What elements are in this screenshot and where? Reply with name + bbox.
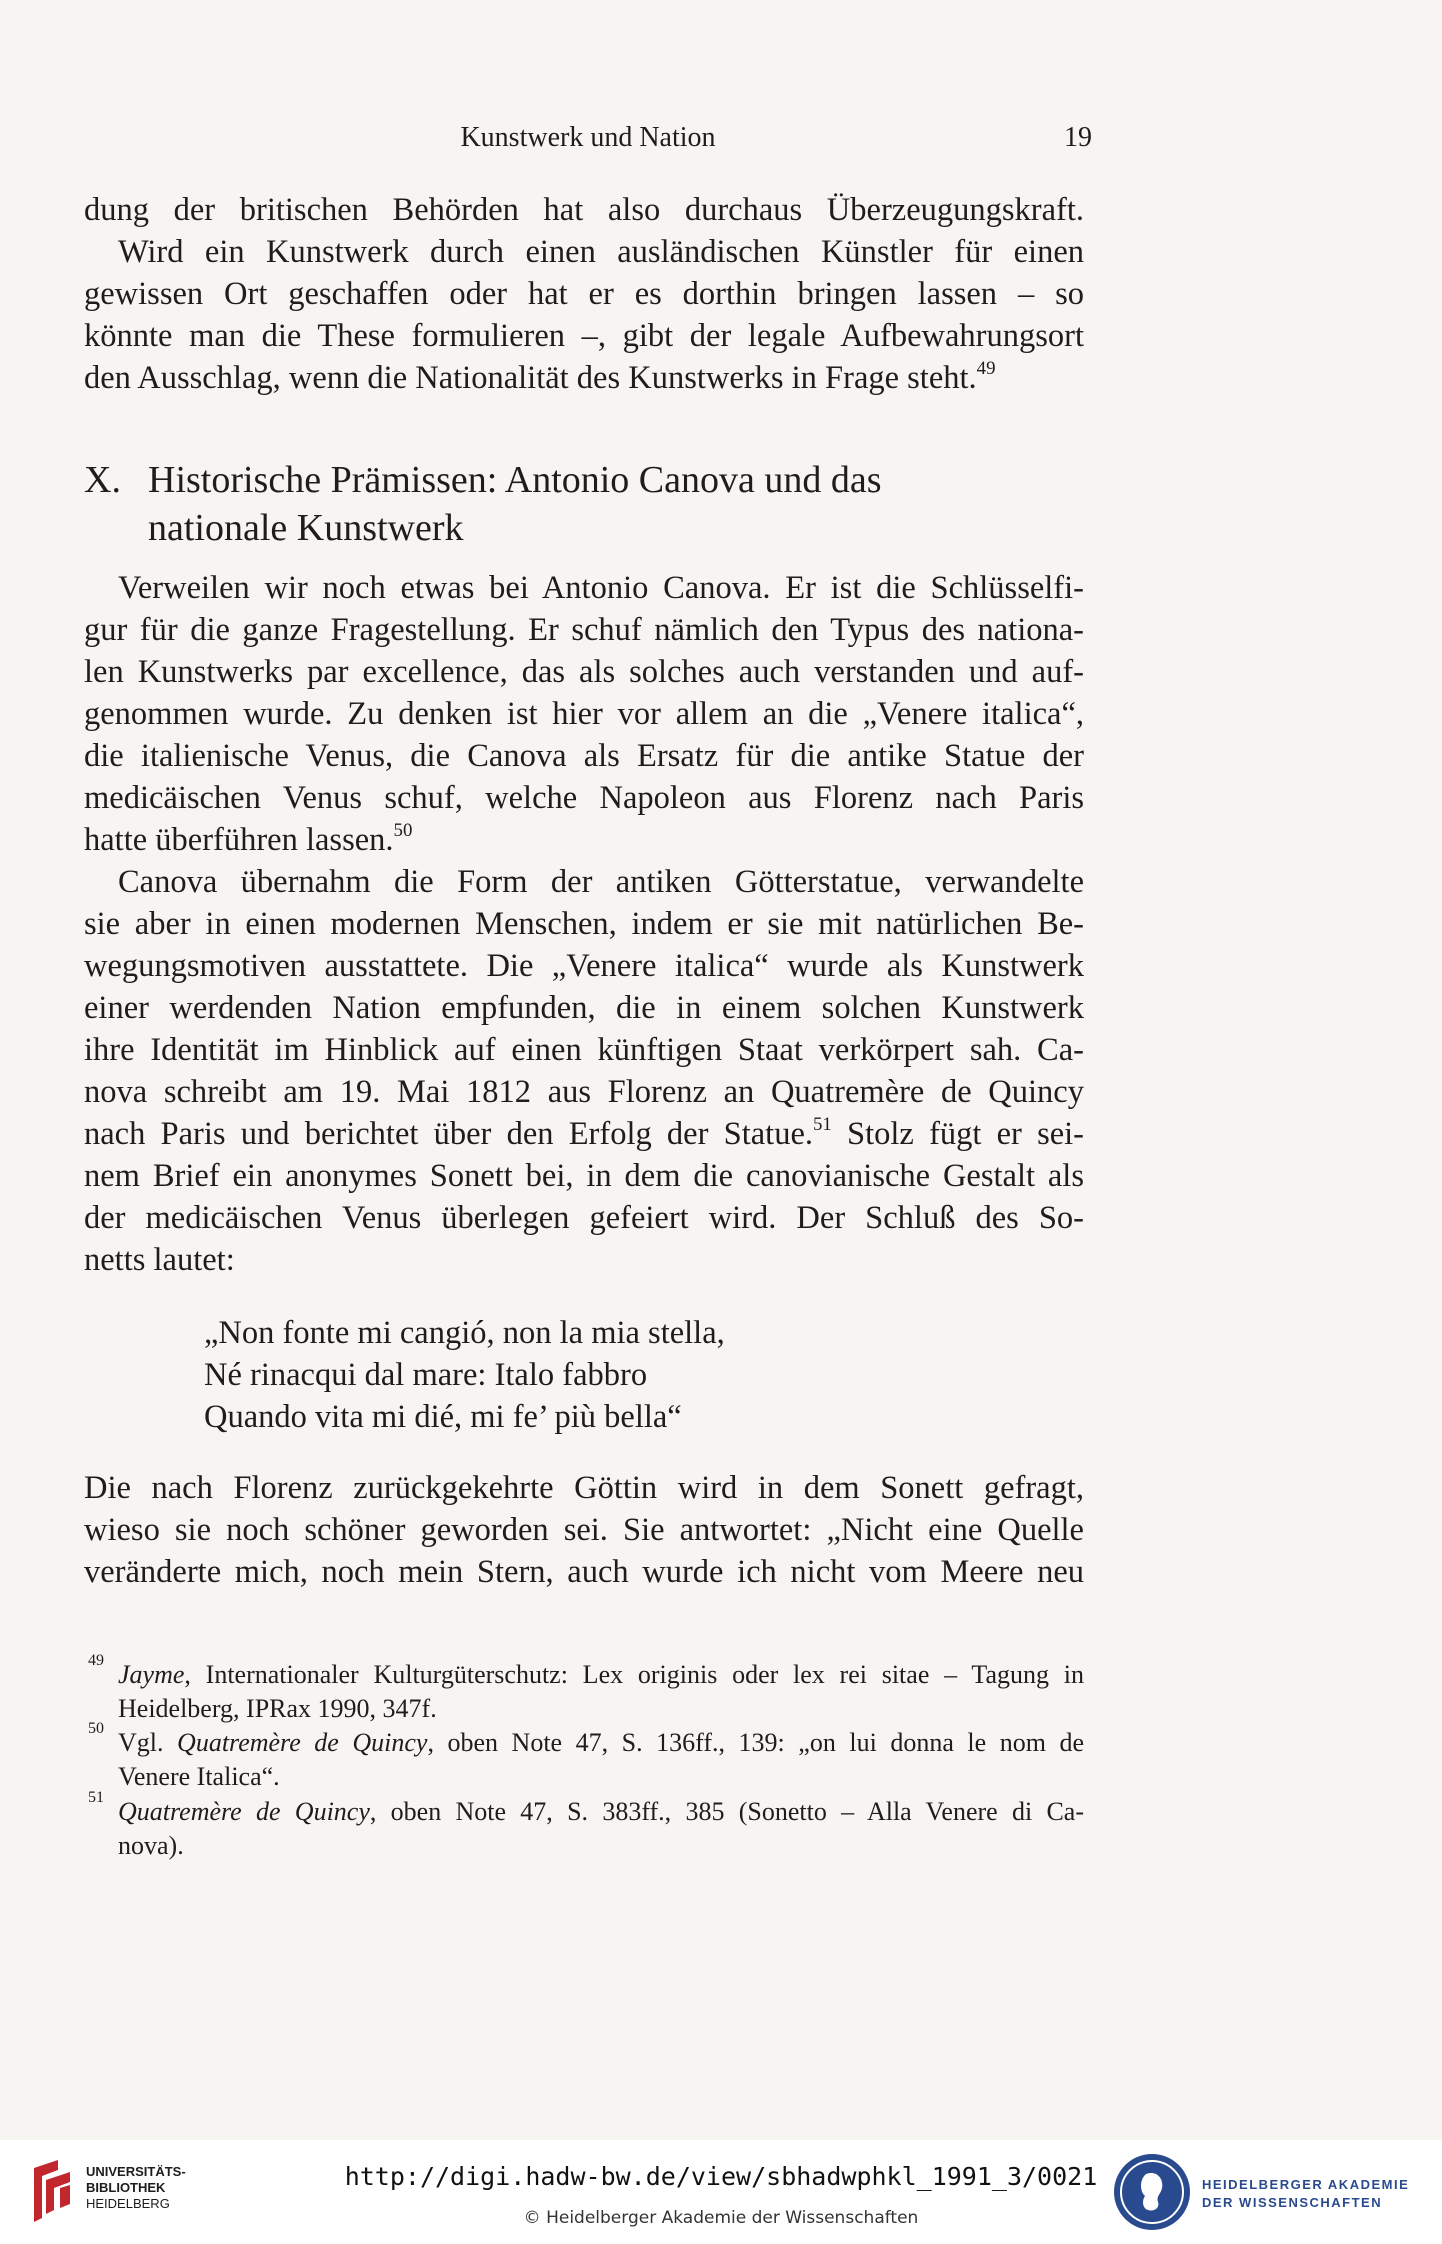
text-line: nova schreibt am 19. Mai 1812 aus Florenz an Quatremère de Quincy (84, 1074, 1084, 1110)
footnote-author: Quatremère de Quincy (118, 1797, 370, 1826)
verse-line: Né rinacqui dal mare: Italo fabbro (204, 1357, 648, 1393)
footnote-author: Jayme (118, 1660, 185, 1689)
page-number: 19 (1064, 122, 1092, 153)
text-line: gewissen Ort geschaffen oder hat er es dorthin bringen lassen – so (84, 276, 1084, 312)
text-line: len Kunstwerks par excellence, das als solches auch verstanden und auf- (84, 654, 1084, 690)
running-title: Kunstwerk und Nation (460, 122, 716, 153)
footnote-ref: 51 (813, 1113, 832, 1135)
text-line-body: hatte überführen lassen. (84, 822, 394, 858)
footnote-line (118, 1795, 1084, 1829)
text-line-tail: Stolz fügt er sei- (831, 1116, 1085, 1152)
copyright-notice: © Heidelberger Akademie der Wissenschaften (523, 2208, 919, 2228)
footnote-line: Heidelberg, IPRax 1990, 347f. (118, 1694, 437, 1723)
verse-line: „Non fonte mi cangió, non la mia stella, (204, 1315, 725, 1351)
footnote-prefix: Vgl. (118, 1728, 178, 1757)
academy-seal-icon (1112, 2152, 1192, 2232)
text-line: einer werdenden Nation empfunden, die in einem solchen Kunstwerk (84, 990, 1084, 1026)
footnote-line: Venere Italica“. (118, 1762, 280, 1791)
text-line: dung der britischen Behörden hat also durchaus Überzeugungskraft. (84, 192, 1084, 228)
verse-line: Quando vita mi dié, mi fe’ più bella“ (204, 1399, 682, 1435)
footnote-number: 50 (88, 1720, 104, 1737)
library-line: HEIDELBERG (86, 2196, 170, 2211)
footnote-ref: 49 (976, 357, 996, 379)
footnote-line (118, 1726, 1084, 1760)
section-number: X. (84, 459, 121, 501)
text-line: genommen wurde. Zu denken ist hier vor allem an die „Venere italica“, (84, 696, 1084, 732)
academy-name (1202, 2176, 1409, 2212)
text-line: wegungsmotiven ausstattete. Die „Venere italica“ wurde als Kunstwerk (84, 948, 1084, 984)
footnote-ref: 50 (393, 819, 413, 841)
footnote-text: , oben Note 47, S. 383ff., 385 (Sonetto – Alla Venere di Ca- (369, 1797, 1085, 1826)
page-header (84, 122, 1092, 162)
footnote-number: 49 (88, 1652, 104, 1669)
section-title-line2: nationale Kunstwerk (148, 507, 464, 549)
footnote-line (118, 1658, 1084, 1692)
academy-line: HEIDELBERGER AKADEMIE (1202, 2177, 1410, 2192)
text-line: Canova übernahm die Form der antiken Götterstatue, verwandelte (118, 864, 1084, 900)
text-line: sie aber in einen modernen Menschen, indem er sie mit natürlichen Be- (84, 906, 1084, 942)
text-line-body: nach Paris und berichtet über den Erfolg der Statue. (84, 1116, 813, 1152)
text-line (84, 1113, 1084, 1155)
academy-line: DER WISSENSCHAFTEN (1202, 2195, 1383, 2210)
text-line: gur für die ganze Fragestellung. Er schuf nämlich den Typus des nationa- (84, 612, 1084, 648)
text-line: der medicäischen Venus überlegen gefeiert wird. Der Schluß des So- (84, 1200, 1084, 1236)
text-line: die italienische Venus, die Canova als Ersatz für die antike Statue der (84, 738, 1084, 774)
digitization-footer (0, 2140, 1442, 2244)
text-line: medicäischen Venus schuf, welche Napoleon aus Florenz nach Paris (84, 780, 1084, 816)
library-line: UNIVERSITÄTS- (86, 2164, 186, 2179)
footnote-line: nova). (118, 1831, 184, 1860)
text-line: veränderte mich, noch mein Stern, auch wurde ich nicht vom Meere neu (84, 1554, 1084, 1590)
footnote-number: 51 (88, 1789, 104, 1806)
text-line: nem Brief ein anonymes Sonett bei, in dem die canovianische Gestalt als (84, 1158, 1084, 1194)
text-line: könnte man die These formulieren –, gibt der legale Aufbewahrungsort (84, 318, 1084, 354)
source-url[interactable]: http://digi.hadw-bw.de/view/sbhadwphkl_1991_3/0021 (344, 2162, 1098, 2191)
footnote-text: , Internationaler Kulturgüterschutz: Lex originis oder lex rei sitae – Tagung in (184, 1660, 1084, 1689)
text-line: Wird ein Kunstwerk durch einen ausländischen Künstler für einen (118, 234, 1084, 270)
footnote-text: , oben Note 47, S. 136ff., 139: „on lui donna le nom de (427, 1728, 1085, 1757)
text-line-body: den Ausschlag, wenn die Nationalität des Kunstwerks in Frage steht. (84, 360, 977, 396)
library-line: BIBLIOTHEK (86, 2180, 166, 2195)
text-line: netts lautet: (84, 1242, 235, 1278)
text-line: ihre Identität im Hinblick auf einen künftigen Staat verkörpert sah. Ca- (84, 1032, 1084, 1068)
text-line: Die nach Florenz zurückgekehrte Göttin wird in dem Sonett gefragt, (84, 1470, 1084, 1506)
text-line (84, 819, 1084, 861)
section-title-line1: Historische Prämissen: Antonio Canova und das (148, 459, 882, 501)
text-line: Verweilen wir noch etwas bei Antonio Canova. Er ist die Schlüsselfi- (118, 570, 1084, 606)
text-line: wieso sie noch schöner geworden sei. Sie antwortet: „Nicht eine Quelle (84, 1512, 1084, 1548)
footnote-author: Quatremère de Quincy (177, 1728, 428, 1757)
text-line (84, 357, 1084, 399)
